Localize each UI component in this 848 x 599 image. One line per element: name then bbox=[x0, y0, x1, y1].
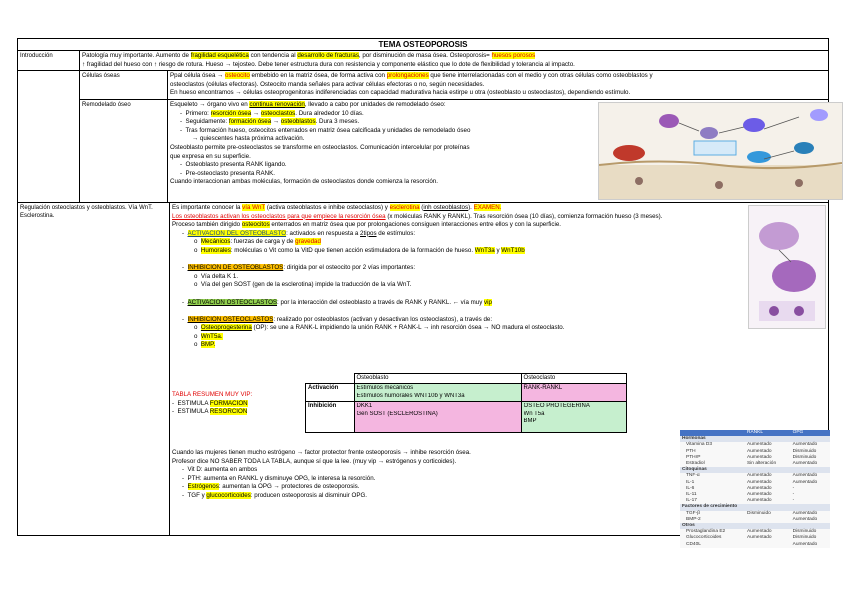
table-row-label: Activación bbox=[306, 384, 355, 402]
text-line: Esqueleto → órgano vivo en continua renovación, llevado a cabo por unidades de remodelado óseo: bbox=[170, 100, 446, 108]
celulas-content bbox=[168, 71, 828, 99]
section-nested bbox=[18, 71, 828, 203]
document-sheet bbox=[17, 38, 829, 547]
text-line: o Vía delta K 1. bbox=[194, 272, 239, 280]
regulacion-content bbox=[170, 203, 828, 547]
row-label-regulacion: Regulación osteoclastos y osteoblastos. Vía WnT. Esclerostina. bbox=[18, 203, 170, 535]
ref-group-header: Otros bbox=[680, 523, 830, 529]
row-label-celulas: Células óseas bbox=[80, 71, 168, 99]
resumen-title: TABLA RESUMEN MUY VIP: bbox=[172, 390, 253, 398]
table-row-label: Inhibición bbox=[306, 402, 355, 433]
table-header: Osteoblasto bbox=[354, 373, 521, 384]
text-line: - ACTIVACIÓN OSTEOCLASTOS: por la interacción del osteoblasto a través de RANK y RANKL. ← vía muy vip bbox=[182, 298, 492, 306]
text-line: o WnT5a. bbox=[194, 332, 223, 340]
rankl-opg-table bbox=[680, 430, 830, 548]
ref-row: Estradiol Sin alteración Aumentado bbox=[686, 460, 818, 466]
resumen-block bbox=[172, 391, 252, 417]
ref-row: CD40L Aumentado bbox=[686, 541, 818, 547]
text-line: - Tras formación hueso, osteocitos enterrados en matriz ósea calcificada y unidades de remodelado óseo bbox=[180, 126, 471, 134]
section-celulas bbox=[80, 71, 828, 99]
page-title: TEMA OSTEOPOROSIS bbox=[18, 39, 828, 51]
text-line: osteoclastos (células efectoras). Osteocito manda señales para activar células efectoras o no, según necesidades. bbox=[170, 80, 485, 88]
text-line: - Seguidamente: formación ósea → osteoblastos. Dura 3 meses. bbox=[180, 118, 360, 126]
text-line: Es importante conocer la vía WnT (activa osteoblastos e inhibe osteoclastos) y esclerotina (inh osteoblastos). EXAMEN. bbox=[172, 203, 502, 211]
text-line: - Primero: resorción ósea → osteoclastos. Dura alrededor 10 días. bbox=[180, 109, 364, 117]
text-line: → quiescentes hasta próxima activación. bbox=[192, 135, 305, 143]
text-line: Profesor dice NO SABER TODA LA TABLA, aunque sí que la lee. (muy vip → estrógenos y corticoides). bbox=[172, 457, 457, 465]
text-line: - TGF y glucocorticoides: producen osteoporosis al disminuir OPG. bbox=[182, 491, 368, 499]
ref-group-header: Hormonas bbox=[680, 436, 830, 442]
table-cell: Estímulos mecánicos Estímulos humorales WNT10b y WNT3a bbox=[354, 384, 521, 402]
spacer bbox=[172, 307, 826, 316]
text-line: - Estrógenos: aumentan la OPG → protectores de osteoporosis. bbox=[182, 483, 360, 491]
row-label-remodelado: Remodelado óseo bbox=[80, 100, 168, 202]
spacer bbox=[172, 290, 826, 299]
text-line: ↑ fragilidad del hueso con ↑ riesgo de rotura. Hueso → tejosteo. Debe tener estructura dura con resistencia y componente elástico que lo dote de flexibilidad y tolerancia al impacto. bbox=[82, 60, 575, 68]
text-line: Cuando interaccionan ambas moléculas, formación de osteoclastos donde comienza la resorción. bbox=[170, 178, 438, 186]
text-line: Proceso también dirigido osteocitos enterrados en matriz ósea que por prolongaciones consiguen interacciones entre ellos y con la superficie. bbox=[172, 221, 562, 229]
text-line: o Mecánicos: fuerzas de carga y de gravedad bbox=[194, 238, 321, 246]
ref-row: TNF-α Aumentado Aumentado bbox=[686, 473, 818, 479]
text-line: - ESTIMULA FORMACIÓN bbox=[172, 399, 248, 407]
text-line: que expresa en su superficie. bbox=[170, 152, 251, 160]
text-line: - ESTIMULA RESORCIÓN bbox=[172, 408, 248, 416]
section-remodelado bbox=[80, 99, 828, 202]
ref-row: PTHrP Aumentado Disminuido bbox=[686, 454, 817, 460]
cell-signaling-image bbox=[748, 205, 826, 329]
footer-notes bbox=[172, 449, 471, 501]
text-line: o Humorales: moléculas o Vit como la VitD que tienen acción estimuladora de la formación de hueso. WnT3a y WnT10b bbox=[194, 246, 525, 254]
reference-table-image bbox=[680, 430, 830, 548]
ref-header: OPG bbox=[792, 429, 804, 435]
ref-group-header: Citoquinas bbox=[680, 467, 830, 473]
text-line: En hueso encontramos → células osteoprogenitoras indiferenciadas con capacidad madurativa hacia estirpe u otra (osteoblasto u osteoclastos), dependiendo estímulo. bbox=[170, 89, 631, 97]
spacer bbox=[172, 256, 826, 265]
remodeling-diagram-image bbox=[598, 102, 843, 200]
ref-row: IL-6 Aumentado - bbox=[686, 485, 795, 491]
text-line: - Vit D: aumenta en ambos bbox=[182, 466, 258, 474]
text-line: Los osteoblastos activan los osteoclastos para que empiece la resorción ósea (x moléculas RANK y RANKL). Tras resorción ósea (10 días), comienza formación hueso (3 meses). bbox=[172, 212, 663, 220]
text-line: o Osteoprogesterina (OP): se une a RANK-L impidiendo la unión RANK + RANK-L → inh resorción ósea → NO madura el osteoclasto. bbox=[194, 324, 565, 332]
ref-row: Glucocorticoides Aumentado Disminuido bbox=[686, 535, 817, 541]
text-line: Cuando las mujeres tienen mucho estrógeno → factor protector frente osteoporosis → inhibe resorción ósea. bbox=[172, 448, 471, 456]
text-line: o Vía del gen SOST (gen de la esclerotina) impide la traducción de la vía WnT. bbox=[194, 281, 412, 289]
ref-row: IL-1 Aumentado Aumentado bbox=[686, 479, 818, 485]
text-line: - ACTIVACIÓN DEL OSTEOBLASTO: activados en respuesta a 2tipos de estímulos: bbox=[182, 229, 416, 237]
ref-row: BMP-2 Aumentado bbox=[686, 516, 818, 522]
introduccion-content bbox=[80, 51, 828, 70]
ref-group-header: Factores de crecimiento bbox=[680, 504, 830, 510]
remodelado-content bbox=[168, 100, 828, 202]
table-cell: RANK-RANKL bbox=[521, 384, 626, 402]
ref-row: Vitamina D3 Aumentado Aumentado bbox=[686, 442, 818, 448]
ref-row: IL-17 Aumentado - bbox=[686, 498, 795, 504]
section-regulacion bbox=[18, 203, 828, 547]
cell-signaling-diagram bbox=[749, 206, 825, 328]
ref-header: RANKL bbox=[747, 429, 764, 435]
ref-row: TGF-β Disminuido Aumentado bbox=[686, 510, 818, 516]
text-line: Ppal célula ósea → osteocito embebido en la matriz ósea, de forma activa con prolongaciones que tiene interrelacionadas con el medio y con otras células como osteoblastos y bbox=[170, 72, 653, 80]
summary-table bbox=[305, 373, 627, 434]
remodeling-diagram bbox=[599, 103, 842, 199]
text-line: - INHIBICIÓN DE OSTEOBLASTOS: dirigida por el osteocito por 2 vías importantes: bbox=[182, 264, 416, 272]
text-line: - Pre-osteoclasto presenta RANK. bbox=[180, 169, 275, 177]
section-introduccion bbox=[18, 51, 828, 71]
text-line: o BMP. bbox=[194, 341, 216, 349]
table-cell: DKK1 Gen SOST (ESCLEROSTINA) bbox=[354, 402, 521, 433]
table-cell: OSTEO PROTEGERINA Wn T5a BMP bbox=[521, 402, 626, 433]
text-line: - PTH: aumenta en RANKL y disminuye OPG, le interesa la resorción. bbox=[182, 474, 376, 482]
row-label-introduccion: Introducción bbox=[18, 51, 80, 70]
empty-label-cell bbox=[18, 71, 80, 202]
ref-row: Prostaglandina E2 Aumentado Disminuido bbox=[686, 529, 817, 535]
ref-row: PTH Aumentado Disminuido bbox=[686, 448, 817, 454]
text-line: Patología muy importante. Aumento de fragilidad esquelética con tendencia al desarrollo de fracturas, por disminución de masa ósea. Osteoporosis= huesos porosos bbox=[82, 52, 536, 59]
text-line: Osteoblasto permite pre-osteoclastos se transforme en osteoclastos. Comunicación intercelular por proteínas bbox=[170, 143, 470, 151]
text-line: - Osteoblasto presenta RANK ligando. bbox=[180, 161, 287, 169]
table-header: Osteoclasto bbox=[521, 373, 626, 384]
text-line: - INHIBICIÓN OSTEOCLASTOS: realizado por osteoblastos (activan y desactivan los osteoclastos), a través de: bbox=[182, 315, 493, 323]
ref-row: IL-11 Aumentado - bbox=[686, 492, 795, 497]
